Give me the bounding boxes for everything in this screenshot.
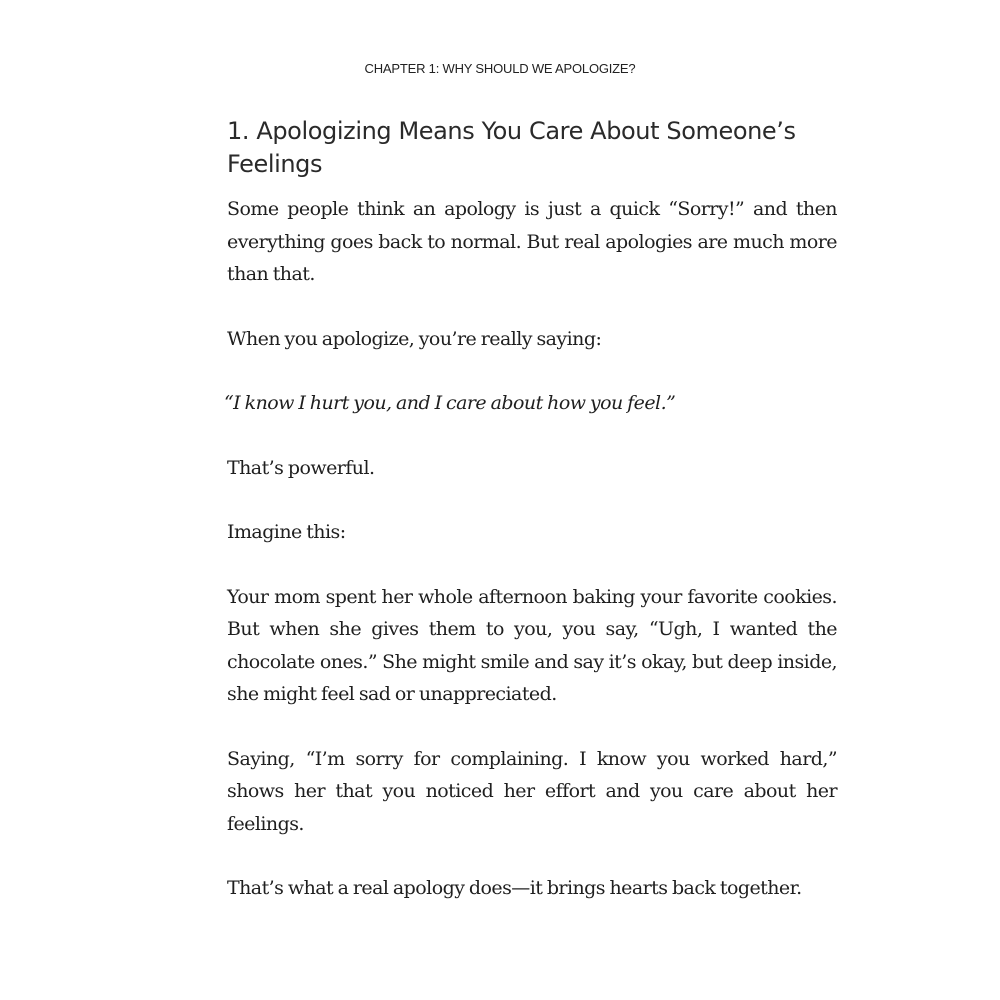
page-body: [224, 115, 837, 937]
quote-apology: “I know I hurt you, and I care about how you feel.”: [224, 392, 676, 414]
section-title: 1. Apologizing Means You Care About Someone’s Feelings: [227, 117, 796, 178]
paragraph-conclusion: That’s what a real apology does—it brings hearts back together.: [227, 877, 802, 899]
paragraph-apology-meaning: When you apologize, you’re really saying:: [227, 327, 602, 350]
paragraph-imagine: Imagine this:: [227, 521, 346, 543]
paragraph-intro: Some people think an apology is just a quick “Sorry!” and then everything goes back to normal. But real apologies are much more than that.: [227, 198, 837, 285]
paragraph-powerful: That’s powerful.: [227, 456, 375, 479]
paragraph-saying-sorry: Saying, “I’m sorry for complaining. I know you worked hard,” shows her that you noticed her effort and you care about her feelings.: [227, 747, 837, 835]
running-head: CHAPTER 1: WHY SHOULD WE APOLOGIZE?: [364, 61, 636, 76]
paragraph-example-cookies: Your mom spent her whole afternoon baking your favorite cookies. But when she gives them to you, you say, “Ugh, I wanted the chocolate ones.” She might smile and say it’s okay, but deep inside, she might feel sad or unappreciated.: [227, 585, 837, 705]
